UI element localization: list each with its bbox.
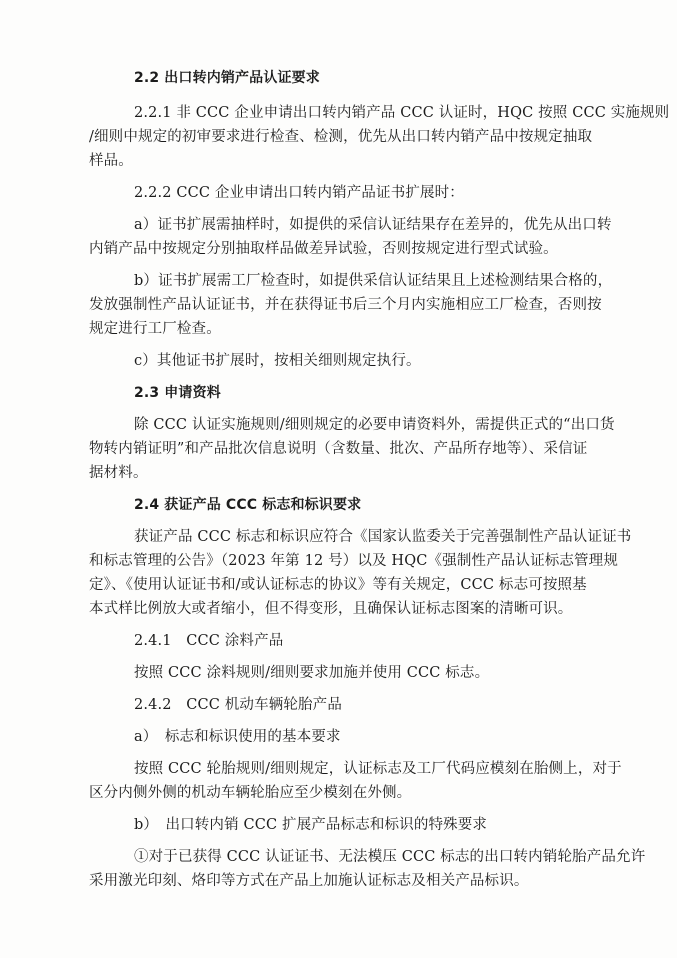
subheading-2-4-2: 2.4.2 CCC 机动车辆轮胎产品 [134,697,342,713]
heading-2-3: 2.3 申请资料 [134,385,221,401]
heading-2-2: 2.2 出口转内销产品认证要求 [134,70,320,86]
text-line: 定》、《使用认证证书和/或认证标志的协议》等有关规定，CCC 标志可按照基 [89,577,587,593]
text-line: /细则中规定的初审要求进行检查、检测，优先从出口转内销产品中按规定抽取 [89,129,593,145]
text-line: 区分内侧外侧的机动车辆轮胎应至少模刻在外侧。 [89,785,412,801]
heading-2-4: 2.4 获证产品 CCC 标志和标识要求 [134,497,362,513]
subheading-2-4-1: 2.4.1 CCC 涂料产品 [134,633,284,649]
text-line: ①对于已获得 CCC 认证证书、无法模压 CCC 标志的出口转内销轮胎产品允许 [134,849,646,865]
text-line: 本式样比例放大或者缩小，但不得变形，且确保认证标志图案的清晰可识。 [89,601,573,617]
text-line: a）证书扩展需抽样时，如提供的采信认证结果存在差异的，优先从出口转 [134,217,612,233]
text-line: 内销产品中按规定分别抽取样品做差异试验，否则按规定进行型式试验。 [89,241,558,257]
text-line: 和标志管理的公告》（2023 年第 12 号）以及 HQC《强制性产品认证标志管理规 [89,553,618,569]
text-line: b）证书扩展需工厂检查时，如提供采信认证结果且上述检测结果合格的， [134,273,613,289]
text-line: 按照 CCC 涂料规则/细则要求加施并使用 CCC 标志。 [134,665,490,681]
text-line: 物转内销证明”和产品批次信息说明（含数量、批次、产品所存地等）、采信证 [89,441,588,457]
text-line: 除 CCC 认证实施规则/细则规定的必要申请资料外，需提供正式的“出口货 [134,417,615,433]
text-line: 采用激光印刻、烙印等方式在产品上加施认证标志及相关产品标识。 [89,873,529,889]
text-line: 规定进行工厂检查。 [89,321,221,337]
text-line: 样品。 [89,153,133,169]
text-line: 获证产品 CCC 标志和标识应符合《国家认监委关于完善强制性产品认证证书 [134,529,632,545]
text-line: 按照 CCC 轮胎规则/细则规定，认证标志及工厂代码应模刻在胎侧上，对于 [134,761,622,777]
text-line: a） 标志和标识使用的基本要求 [134,729,341,745]
text-line: c）其他证书扩展时，按相关细则规定执行。 [134,353,421,369]
text-line: b） 出口转内销 CCC 扩展产品标志和标识的特殊要求 [134,817,488,833]
text-line: 发放强制性产品认证证书，并在获得证书后三个月内实施相应工厂检查，否则按 [89,297,602,313]
text-line: 2.2.2 CCC 企业申请出口转内销产品证书扩展时： [134,185,464,201]
text-line: 2.2.1 非 CCC 企业申请出口转内销产品 CCC 认证时，HQC 按照 CCC 实施规则 [134,105,670,121]
text-line: 据材料。 [89,465,148,481]
